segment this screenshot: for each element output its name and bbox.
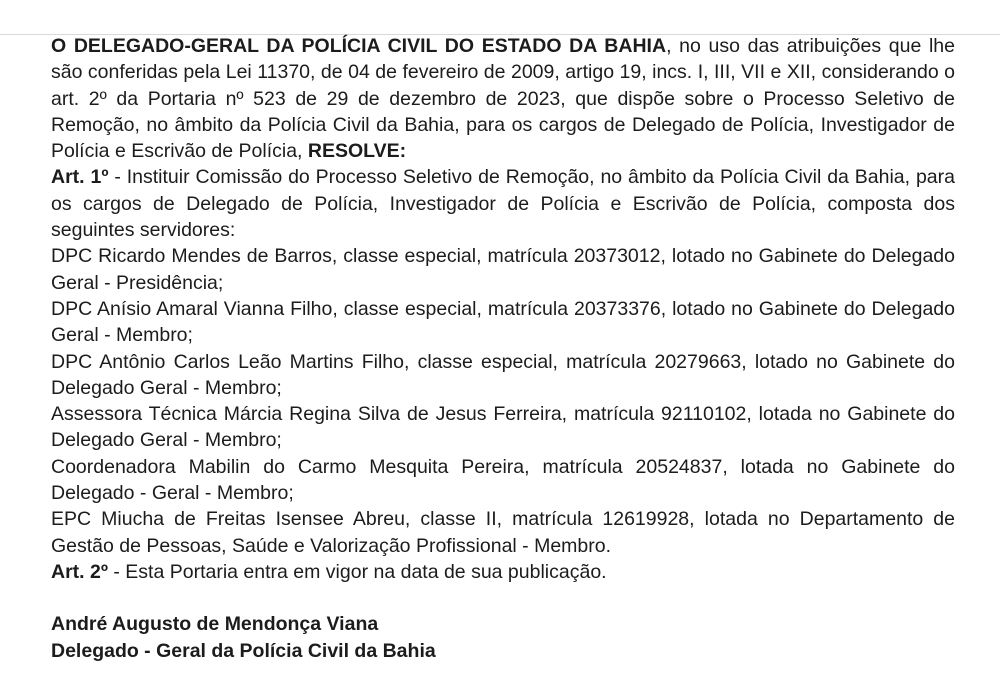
signatory-title: Delegado - Geral da Polícia Civil da Bahia <box>51 639 436 662</box>
document-body <box>51 33 955 664</box>
signature-spacer <box>51 585 955 611</box>
signatory-name: André Augusto de Mendonça Viana <box>51 613 379 636</box>
member-entry: Assessora Técnica Márcia Regina Silva de Jesus Ferreira, matrícula 92110102, lotada no Gabinete do Delegado Geral - Membro; <box>51 403 955 452</box>
preamble-text: , no uso das atribuições que lhe são conferidas pela Lei 11370, de 04 de fevereiro de 2009, artigo 19, incs. I, III, VII e XII, considerando o art. 2º da Portaria nº 523 de 29 de dezembro de 2023, que dispõe sobre o Processo Seletivo de Remoção, no âmbito da Polícia Civil da Bahia, para os cargos de Delegado de Polícia, Investigador de Polícia e Escrivão de Polícia, <box>51 35 955 163</box>
article-1-label: Art. 1º <box>51 166 109 189</box>
member-entry: DPC Anísio Amaral Vianna Filho, classe especial, matrícula 20373376, lotado no Gabinete do Delegado Geral - Membro; <box>51 297 955 347</box>
article-2-text: - Esta Portaria entra em vigor na data de sua publicação. <box>107 560 607 583</box>
member-entry: Coordenadora Mabilin do Carmo Mesquita Pereira, matrícula 20524837, lotada no Gabinete do Delegado - Geral - Membro; <box>51 455 955 505</box>
member-entry: DPC Antônio Carlos Leão Martins Filho, classe especial, matrícula 20279663, lotado no Gabinete do Delegado Geral - Membro; <box>51 350 955 399</box>
article-1 <box>51 164 955 243</box>
article-2-label: Art. 2º <box>51 560 108 583</box>
resolve-keyword: RESOLVE: <box>307 140 407 163</box>
article-2 <box>51 559 955 585</box>
preamble-paragraph <box>51 33 955 164</box>
member-entry: EPC Miucha de Freitas Isensee Abreu, classe II, matrícula 12619928, lotada no Departamento de Gestão de Pessoas, Saúde e Valorização Profissional - Membro. <box>51 508 955 557</box>
preamble-authority: O DELEGADO-GERAL DA POLÍCIA CIVIL DO ESTADO DA BAHIA <box>51 35 667 57</box>
member-entry: DPC Ricardo Mendes de Barros, classe especial, matrícula 20373012, lotado no Gabinete do Delegado Geral - Presidência; <box>51 245 955 294</box>
article-1-text: - Instituir Comissão do Processo Seletivo de Remoção, no âmbito da Polícia Civil da Bahia, para os cargos de Delegado de Polícia, Investigador de Polícia e Escrivão de Polícia, composta dos seguintes servidores: <box>51 166 955 242</box>
